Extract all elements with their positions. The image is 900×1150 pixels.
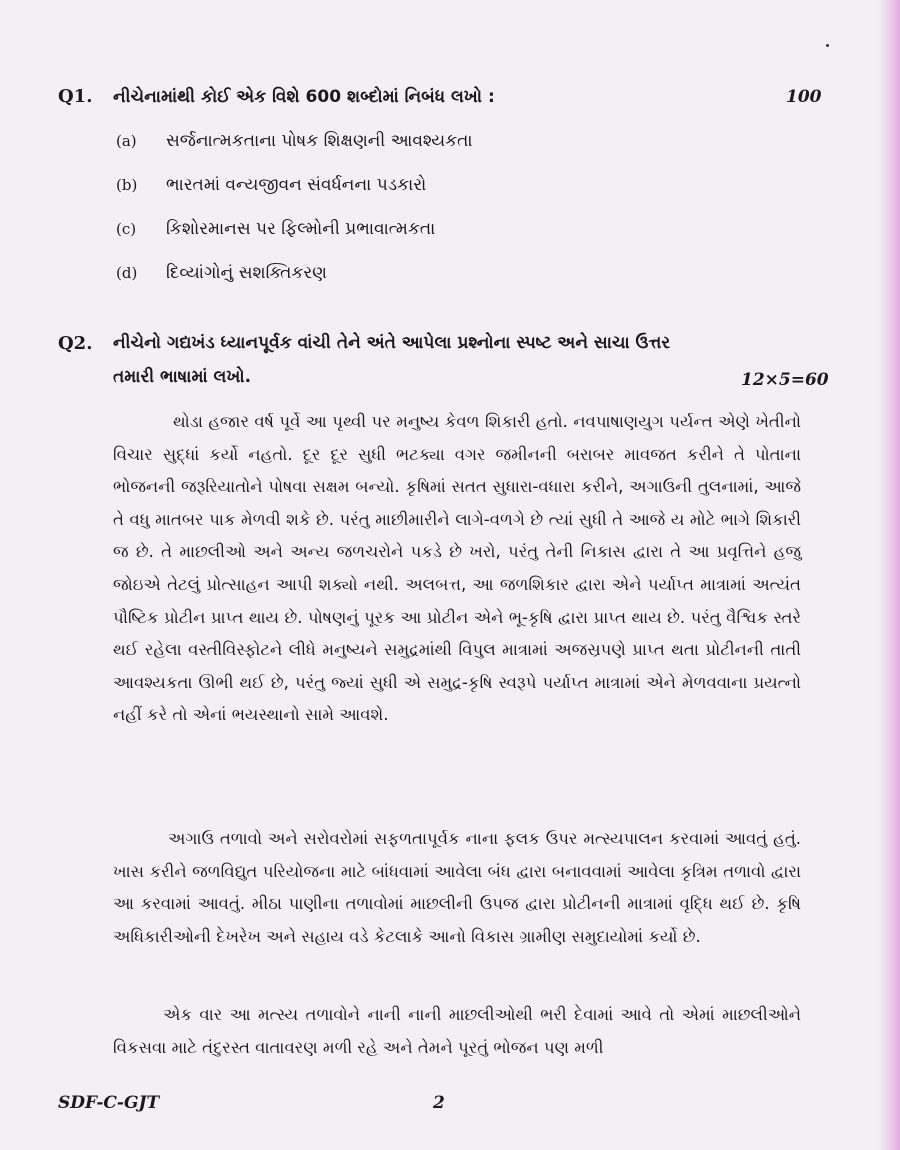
option-label: (d) <box>116 264 138 282</box>
q2-instruction: નીચેનો ગદ્યખંડ ધ્યાનપૂર્વક વાંચી તેને અંતે આપેલા પ્રશ્નોના સ્પષ્ટ અને સાચા ઉત્તર તમારી ભાષામાં લખો. <box>113 333 671 387</box>
option-label: (b) <box>116 176 138 194</box>
option-text: કિશોરમાનસ પર ફિલ્મોની પ્રભાવાત્મકતા <box>166 219 436 239</box>
passage-paragraph-3: એક વાર આ મત્સ્ય તળાવોને નાની નાની માછલીઓથી ભરી દેવામાં આવે તો એમાં માછલીઓને વિકસવા માટે તંદુરસ્ત વાતાવરણ મળી રહે અને તેમને પૂરતું ભોજન પણ મળી <box>113 1005 801 1057</box>
q1-instruction: નીચેનામાંથી કોઈ એક વિશે 600 શબ્દોમાં નિબંધ લખો : <box>113 87 495 107</box>
option-text: ભારતમાં વન્યજીવન સંવર્ધનના પડકારો <box>166 175 427 195</box>
footer-page-number: 2 <box>433 1093 445 1113</box>
option-text: દિવ્યાંગોનું સશક્તિકરણ <box>166 263 328 283</box>
q2-number: Q2. <box>58 333 93 354</box>
footer-code: SDF-C-GJT <box>58 1093 160 1113</box>
option-label: (c) <box>116 220 137 238</box>
option-text: સર્જનાત્મકતાના પોષક શિક્ષણની આવશ્યકતા <box>166 131 473 151</box>
page-edge-tint <box>878 0 900 1150</box>
q1-marks: 100 <box>786 87 822 107</box>
ink-dot <box>826 44 829 47</box>
q1-option-d <box>116 258 327 288</box>
passage-paragraph-2: અગાઉ તળાવો અને સરોવરોમાં સફળતાપૂર્વક નાના ફલક ઉપર મત્સ્યપાલન કરવામાં આવતું હતું. ખાસ કરીને જળવિદ્યુત પરિયોજના માટે બાંધવામાં આવેલા બંધ દ્વારા બનાવવામાં આવેલા કૃત્રિમ તળાવો દ્વારા આ કરવામાં આવતું. મીઠા પાણીના તળાવોમાં માછલીની ઉપજ દ્વારા પ્રોટીનની માત્રામાં વૃદ્ધિ થઈ છે. કૃષિ અધિકારીઓની દેખરેખ અને સહાય વડે કેટલાકે આનો વિકાસ ગ્રામીણ સમુદાયોમાં કર્યો છે. <box>113 829 801 946</box>
q1-number: Q1. <box>58 86 93 107</box>
q1-option-b <box>116 170 426 200</box>
q1-option-a <box>116 126 473 156</box>
q1-option-c <box>116 214 435 244</box>
q2-marks: 12×5=60 <box>741 370 829 390</box>
passage-paragraph-1: થોડા હજાર વર્ષ પૂર્વે આ પૃથ્વી પર મનુષ્ય કેવળ શિકારી હતો. નવપાષાણયુગ પર્યન્ત એણે ખેતીનો વિચાર સુદ્ધાં કર્યો નહતો. દૂર દૂર સુધી ભટક્યા વગર જમીનની બરાબર માવજત કરીને તે પોતાના ભોજનની જરૂરિયાતોને પોષવા સક્ષમ બન્યો. કૃષિમાં સતત સુધારા-વધારા કરીને, અગાઉની તુલનામાં, આજે તે વધુ માતબર પાક મેળવી શકે છે. પરંતુ માછીમારીને લાગે-વળગે છે ત્યાં સુધી તે આજે ય મોટે ભાગે શિકારી જ છે. તે માછલીઓ અને અન્ય જળચરોને પકડે છે ખરો, પરંતુ તેની નિકાસ દ્વારા તે આ પ્રવૃત્તિને હજુ જોઇએ તેટલું પ્રોત્સાહન આપી શક્યો નથી. અલબત્ત, આ જળશિકાર દ્વારા એને પર્યાપ્ત માત્રામાં અત્યંત પૌષ્ટિક પ્રોટીન પ્રાપ્ત થાય છે. પોષણનું પૂરક આ પ્રોટીન એને ભૂ-કૃષિ દ્વારા પ્રાપ્ત થાય છે. પરંતુ વૈશ્વિક સ્તરે થઈ રહેલા વસ્તીવિસ્ફોટને લીધે મનુષ્યને સમુદ્રમાંથી વિપુલ માત્રામાં અજસ્રપણે પ્રાપ્ત થતા પ્રોટીનની તાતી આવશ્યકતા ઊભી થઈ છે, પરંતુ જ્યાં સુધી એ સમુદ્ર-કૃષિ સ્વરૂપે પર્યાપ્ત માત્રામાં એને મેળવવાના પ્રયત્નો નહીં કરે તો એનાં ભયસ્થાનો સામે આવશે. <box>113 412 801 725</box>
option-label: (a) <box>116 132 137 150</box>
